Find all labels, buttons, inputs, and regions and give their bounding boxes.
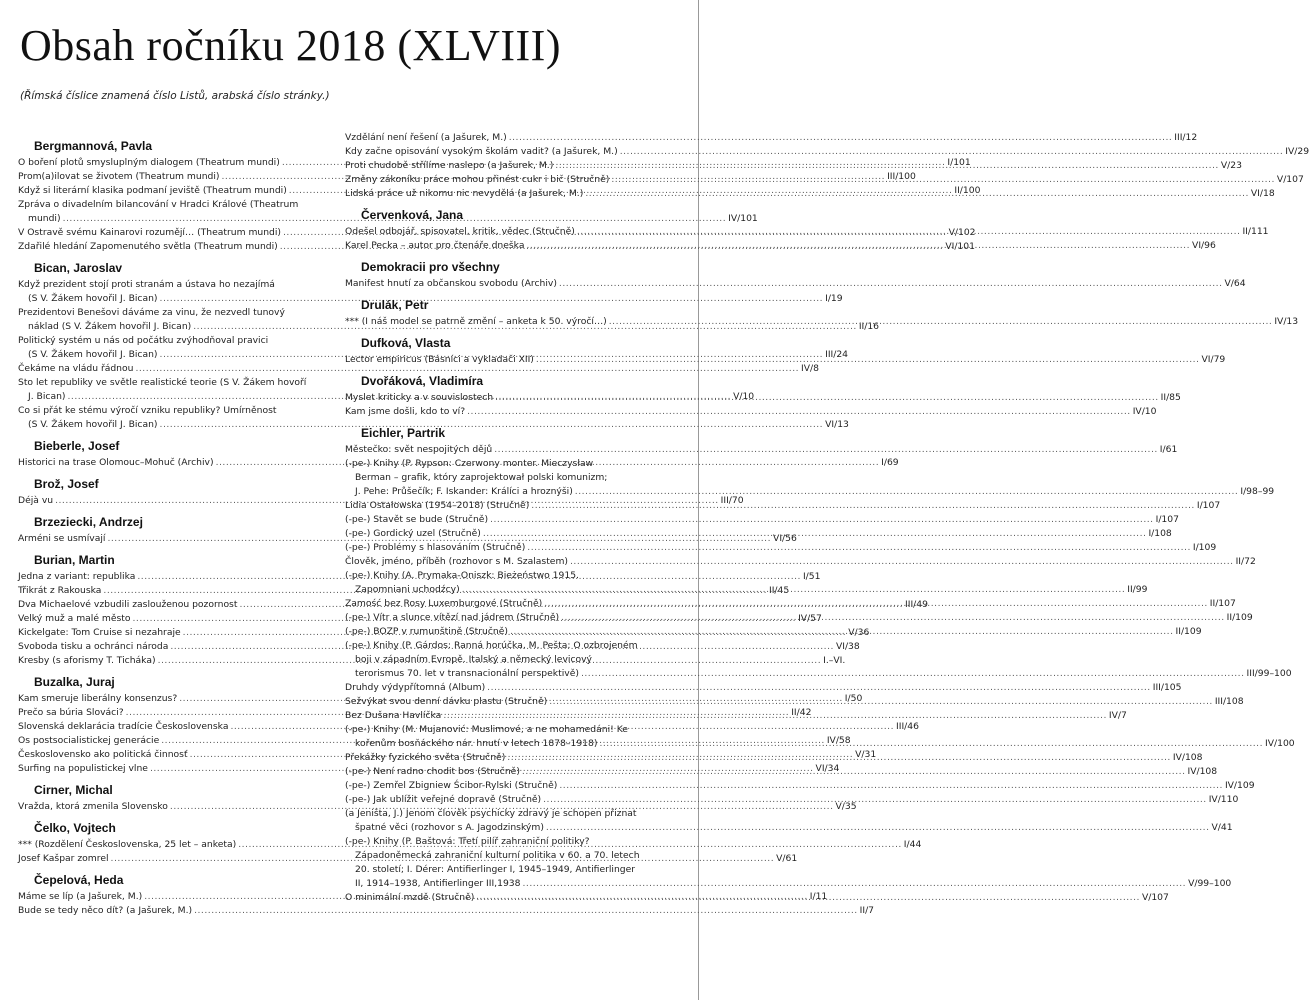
leader-dots [494, 443, 1158, 457]
leader-dots [559, 779, 1223, 793]
author-heading: Bican, Jaroslav [34, 261, 123, 275]
entry-title: Československo ako politická činnosť [18, 749, 188, 760]
entry-title-continued: 20. století; I. Dérer: Antifierlinger I, 1945–1949, Antifierlinger [355, 864, 636, 875]
author-heading: Brož, Josef [34, 477, 99, 491]
entry-title: Když si literární klasika podmaní jeviště (Theatrum mundi) [18, 185, 287, 196]
entry-title: Prečo sa búria Slováci? [18, 707, 124, 718]
leader-dots [559, 277, 1223, 291]
leader-dots [555, 159, 1219, 173]
page-reference: V/102 [948, 227, 976, 238]
page-reference: II/100 [954, 185, 981, 196]
entry-title: Změny zákoníku práce mohou přinést cukr i bič (Stručně) [345, 174, 610, 185]
entry-title: Kdy začne opisování vysokým školám vadit? (a Jašurek, M.) [345, 146, 618, 157]
leader-dots [467, 405, 1131, 419]
leader-dots [544, 597, 1208, 611]
entry-title: (-pe-) BOZP v rumunštině (Stručně) [345, 626, 508, 637]
page-reference: II/7 [859, 905, 875, 916]
page-reference: I/19 [825, 293, 843, 304]
page-reference: II/16 [858, 321, 880, 332]
page-reference: I/101 [947, 157, 971, 168]
entry-title-continued: (S V. Žákem hovořil J. Bican) [28, 293, 158, 304]
page-reference: II/109 [1175, 626, 1202, 637]
page-reference: VI/38 [835, 641, 860, 652]
index-entry [345, 513, 1179, 527]
index-entry [345, 277, 1246, 291]
index-entry [345, 779, 1255, 793]
page-reference: IV/58 [826, 735, 851, 746]
index-entry [18, 904, 875, 918]
entry-title: Kickelgate: Tom Cruise si nezahraje [18, 627, 181, 638]
page-reference: IV/57 [798, 613, 822, 624]
author-heading: Bergmannová, Pavla [34, 139, 153, 153]
page-reference: I/109 [1192, 542, 1217, 553]
entry-title: Odešel odbojář, spisovatel, kritik, vědec (Stručně) [345, 226, 575, 237]
entry-title: Člověk, jméno, příběh (rozhovor s M. Szalastem) [345, 556, 568, 567]
page-reference: IV/8 [801, 363, 819, 374]
page-reference: II/85 [1160, 392, 1181, 403]
index-entry [345, 555, 1256, 569]
entry-title: Manifest hnutí za občanskou svobodu (Archiv) [345, 278, 557, 289]
page-reference: VI/96 [1192, 240, 1216, 251]
author-heading: Bieberle, Josef [34, 439, 120, 453]
leader-dots [585, 187, 1249, 201]
page-reference: I/108 [1148, 528, 1172, 539]
author-heading: Čepelová, Heda [34, 873, 124, 887]
entry-title-continued: (S V. Žákem hovořil J. Bican) [28, 349, 158, 360]
leader-dots [581, 667, 1245, 681]
entry-title: Politický systém u nás od počátku zvýhodňoval pravici [18, 335, 269, 346]
entry-title: Překážky fyzického světa (Stručně) [345, 752, 506, 763]
leader-dots [509, 131, 1173, 145]
entry-title: O boření plotů smysluplným dialogem (Theatrum mundi) [18, 157, 280, 168]
page-reference: II/109 [1226, 612, 1253, 623]
entry-title: Co si přát ke stému výročí vzniku republiky? Umírněnost [18, 405, 277, 416]
leader-dots [620, 145, 1284, 159]
entry-title: Kam smeruje liberálny konsenzus? [18, 693, 178, 704]
leader-dots [490, 513, 1154, 527]
page-reference: IV/29 [1285, 146, 1309, 157]
entry-title: Zpráva o divadelním bilancování v Hradci Králové (Theatrum [18, 199, 299, 210]
page-reference: V/35 [835, 801, 857, 812]
page-reference: V/61 [776, 853, 798, 864]
page-reference: I/44 [903, 839, 922, 850]
page-reference: V/99–100 [1188, 878, 1232, 889]
author-heading: Drulák, Petr [361, 298, 429, 312]
entry-title: Proti chudobě střílíme naslepo (a Jašurek, M.) [345, 160, 554, 171]
entry-title: Druhdy výdypřítomná (Album) [345, 682, 486, 693]
page-reference: II/45 [769, 585, 790, 596]
entry-title: Zdařilé hledání Zapomenutého světla (Theatrum mundi) [18, 241, 278, 252]
leader-dots [531, 499, 1195, 513]
entry-title: Os postsocialistickej generácie [18, 735, 160, 746]
page-reference: II/42 [791, 707, 812, 718]
entry-title: Lidia Ostałowska (1954–2018) (Stručně) [345, 500, 530, 511]
entry-title: Sežvýkat svou denní dávku plastu (Stručně) [345, 696, 548, 707]
leader-dots [507, 751, 1171, 765]
leader-dots [443, 709, 1107, 723]
entry-title: Když prezident stojí proti stranám a ústava ho nezajímá [18, 279, 275, 290]
entry-title: Josef Kašpar zomrel [18, 853, 109, 864]
entry-title: Čekáme na vládu řádnou [18, 363, 134, 374]
page-reference: IV/100 [1265, 738, 1295, 749]
leader-dots [527, 541, 1191, 555]
page-reference: V/41 [1211, 822, 1233, 833]
index-entry [18, 362, 819, 376]
author-heading: Dvořáková, Vladimíra [361, 374, 484, 388]
entry-title: V Ostravě svému Kainarovi rozumějí… (Theatrum mundi) [18, 227, 282, 238]
page-reference: III/108 [1214, 696, 1244, 707]
entry-title: Slovenská deklarácia tradície Československa [18, 721, 229, 732]
page-reference: I/69 [881, 457, 899, 468]
entry-title: (-pe-) Zemřel Zbigniew Ścibor-Rylski (Stručně) [345, 780, 558, 791]
author-heading: Demokracii pro všechny [361, 260, 500, 274]
page-reference: VI/13 [825, 419, 849, 430]
page-reference: I/11 [809, 891, 828, 902]
leader-dots [462, 583, 1126, 597]
entry-title-continued: boji v západním Evropě. Italský a německý levicový [355, 654, 592, 665]
entry-title-continued: terorismus 70. let v transnacionální perspektivě) [355, 668, 579, 679]
entry-title: Déjà vu [18, 495, 54, 506]
entry-title: *** (Rozdělení Československa, 25 let – anketa) [18, 839, 237, 850]
leader-dots [546, 821, 1210, 835]
page-reference: IV/10 [1132, 406, 1157, 417]
leader-dots [575, 485, 1239, 499]
entry-title-continued: Berman – grafik, który zaprojektował polski komunizm; [355, 472, 608, 483]
entry-title: Svoboda tisku a ochránci národa [18, 641, 169, 652]
index-entry [345, 807, 1233, 835]
leader-dots [526, 239, 1190, 253]
entry-title: (-pe-) Knihy (P. Rypson: Czerwony monter. Mieczysław [345, 458, 594, 469]
entry-title: (-pe-) Problémy s hlasováním (Stručně) [345, 542, 526, 553]
entry-title: (a Jeništa, J.) Jenom člověk psychicky zdravý je schopen přiznat [345, 808, 637, 819]
entry-title: Arméni se usmívají [18, 533, 106, 544]
entry-title-continued: Zapomniani uchodźcy) [355, 584, 460, 595]
page-reference: IV/109 [1224, 780, 1255, 791]
page-reference: V/10 [733, 391, 755, 402]
entry-title: Zamość bez Rosy Luxemburgové (Stručně) [345, 598, 543, 609]
entry-title: Prom(a)ilovat se životem (Theatrum mundi) [18, 171, 220, 182]
page-reference: IV/108 [1187, 766, 1218, 777]
author-heading: Červenková, Jana [361, 208, 464, 222]
index-entry [345, 681, 1182, 695]
index-entry [345, 405, 1157, 419]
entry-title: (-pe-) Gordický uzel (Stručně) [345, 528, 481, 539]
leader-dots [522, 877, 1186, 891]
entry-title: *** (I náš model se patrně změní – anketa k 50. výročí…) [345, 316, 607, 327]
page-reference: VI/56 [773, 533, 797, 544]
entry-title: (-pe-) Stavět se bude (Stručně) [345, 514, 489, 525]
entry-title-continued: Západoněmecká zahraniční kulturní politika v 60. a 70. letech [355, 850, 640, 861]
page-reference: V/107 [1141, 892, 1169, 903]
leader-dots [476, 891, 1140, 905]
entry-title-continued: náklad (S V. Žákem hovořil J. Bican) [28, 321, 192, 332]
entry-title: Kresby (s aforismy T. Ticháka) [18, 655, 156, 666]
page-reference: III/99–100 [1246, 668, 1292, 679]
entry-title: Bude se tedy něco dít? (a Jašurek, M.) [18, 905, 193, 916]
entry-title: (-pe-) Knihy (P. Gárdos: Ranná horúčka, M. Pešta: O ozbrojeném [345, 640, 638, 651]
page-reference: III/46 [896, 721, 919, 732]
page-reference: III/12 [1174, 132, 1198, 143]
entry-title: Bez Dušana Havlíčka [345, 710, 442, 721]
page-reference: III/105 [1152, 682, 1182, 693]
author-heading: Cirner, Michal [34, 783, 113, 797]
author-section [345, 373, 1181, 419]
entry-title: (-pe-) Není radno chodit bos (Stručně) [345, 766, 520, 777]
author-heading: Buzalka, Juraj [34, 675, 115, 689]
entry-title-continued: J. Bican) [28, 391, 66, 402]
entry-title: (-pe-) Vítr a slunce vítězí nad jádrem (Stručně) [345, 612, 560, 623]
author-heading: Dufková, Vlasta [361, 336, 451, 350]
page-reference: II/99 [1127, 584, 1148, 595]
page-subtitle: (Římská číslice znamená číslo Listů, arabská číslo stránky.) [20, 90, 330, 102]
entry-title: O minimální mzdě (Stručně) [345, 892, 475, 903]
page-reference: I/98–99 [1240, 486, 1275, 497]
entry-title-continued: J. Pehe: Průšečík; F. Iskander: Králíci a hroznýši) [355, 486, 573, 497]
page-reference: VI/18 [1250, 188, 1275, 199]
page-reference: VI/101 [945, 241, 975, 252]
page-reference: I/107 [1155, 514, 1179, 525]
entry-title: Vražda, ktorá zmenila Slovensko [18, 801, 168, 812]
page-title: Obsah ročníku 2018 (XLVIII) [20, 21, 561, 70]
page-reference: I.–VI. [823, 655, 846, 666]
page-reference: V/36 [848, 627, 870, 638]
entry-title: Karel Pecka – autor pro čtenáře dneška [345, 240, 525, 251]
entry-title: Historici na trase Olomouc–Mohuč (Archiv) [18, 457, 214, 468]
page-reference: V/31 [855, 749, 877, 760]
entry-title: Velký muž a malé město [18, 613, 131, 624]
entry-title: Prezidentovi Benešovi dáváme za vinu, že nezvedl tunový [18, 307, 285, 318]
leader-dots [483, 527, 1147, 541]
leader-dots [495, 391, 1159, 405]
page-reference: II/111 [1242, 226, 1269, 237]
page-reference: III/70 [720, 495, 744, 506]
leader-dots [543, 793, 1207, 807]
entry-title-continued: II, 1914–1938, Antifierlinger III,1938 [355, 878, 521, 889]
author-section [345, 259, 1246, 291]
page-reference: II/72 [1235, 556, 1256, 567]
leader-dots [611, 173, 1275, 187]
page-reference: I/61 [1159, 444, 1178, 455]
page-reference: V/64 [1224, 278, 1246, 289]
leader-dots [609, 315, 1273, 329]
leader-dots [570, 555, 1234, 569]
entry-title: Městečko: svět nespojitých dějů [345, 444, 493, 455]
leader-dots [510, 625, 1174, 639]
page-reference: III/49 [905, 599, 928, 610]
entry-title: Vzdělání není řešení (a Jašurek, M.) [345, 132, 507, 143]
entry-title: (-pe-) Knihy (M. Mujanović: Muslimové, a ne mohamedáni! Ke [345, 724, 628, 735]
page-reference: VI/79 [1201, 354, 1226, 365]
entry-title-continued: mundi) [28, 213, 61, 224]
entry-title-continued: (S V. Žákem hovořil J. Bican) [28, 419, 158, 430]
author-heading: Eichler, Partrik [361, 426, 446, 440]
author-heading: Brzeziecki, Andrzej [34, 515, 143, 529]
entry-title: Sto let republiky ve světle realistické teorie (S V. Žákem hovoří [18, 377, 307, 388]
page-reference: IV/110 [1208, 794, 1239, 805]
page-reference: IV/7 [1108, 710, 1127, 721]
index-entry [345, 443, 1178, 457]
leader-dots [522, 765, 1186, 779]
page-reference: VI/34 [815, 763, 840, 774]
page-reference: IV/101 [728, 213, 758, 224]
page-reference: II/107 [1209, 598, 1236, 609]
entry-title-continued: kořenům bosňáckého nár. hnutí v letech 1878–1918) [355, 738, 598, 749]
entry-title: Máme se líp (a Jašurek, M.) [18, 891, 143, 902]
page-reference: III/24 [825, 349, 849, 360]
author-heading: Burian, Martin [34, 553, 115, 567]
leader-dots [561, 611, 1225, 625]
entry-title: Surfing na populistickej vlne [18, 763, 148, 774]
leader-dots [487, 681, 1151, 695]
index-entry [345, 145, 1309, 159]
entry-title: Kam jsme došli, kdo to ví? [345, 406, 466, 417]
entry-title: Lidská práce už nikomu nic nevydělá (a Jašurek, M.) [345, 188, 584, 199]
entry-title: Myslet kriticky a v souvislostech [345, 392, 494, 403]
entry-title: (-pe-) Knihy (A. Prymaka-Oniszk: Bieżeństwo 1915. [345, 570, 579, 581]
page-reference: V/107 [1276, 174, 1304, 185]
leader-dots [536, 353, 1200, 367]
author-heading: Čelko, Vojtech [34, 821, 116, 835]
entry-title: Dva Michaelové vzbudili zaslouženou pozornost [18, 599, 238, 610]
entry-title: Třikrát z Rakouska [18, 585, 102, 596]
entry-title-continued: špatné věci (rozhovor s A. Jagodzinským) [355, 822, 544, 833]
page-reference: IV/13 [1274, 316, 1299, 327]
page-reference: V/23 [1220, 160, 1242, 171]
page-reference: I/50 [844, 693, 863, 704]
entry-title: Lector empiricus (Básníci a vykladači XII) [345, 354, 534, 365]
entry-title: (-pe-) Jak ublížit veřejné dopravě (Stručně) [345, 794, 542, 805]
leader-dots [599, 737, 1263, 751]
page-reference: III/100 [887, 171, 916, 182]
leader-dots [549, 695, 1213, 709]
page-reference: IV/108 [1172, 752, 1203, 763]
page-reference: I/107 [1196, 500, 1221, 511]
entry-title: Jedna z variant: republika [18, 571, 136, 582]
page-reference: I/51 [802, 571, 821, 582]
index-entry [345, 541, 1217, 555]
leader-dots [577, 225, 1241, 239]
entry-title: (-pe-) Knihy (P. Baštová: Třetí pilíř zahraniční politiky? [345, 836, 590, 847]
index-entry [345, 131, 1198, 145]
